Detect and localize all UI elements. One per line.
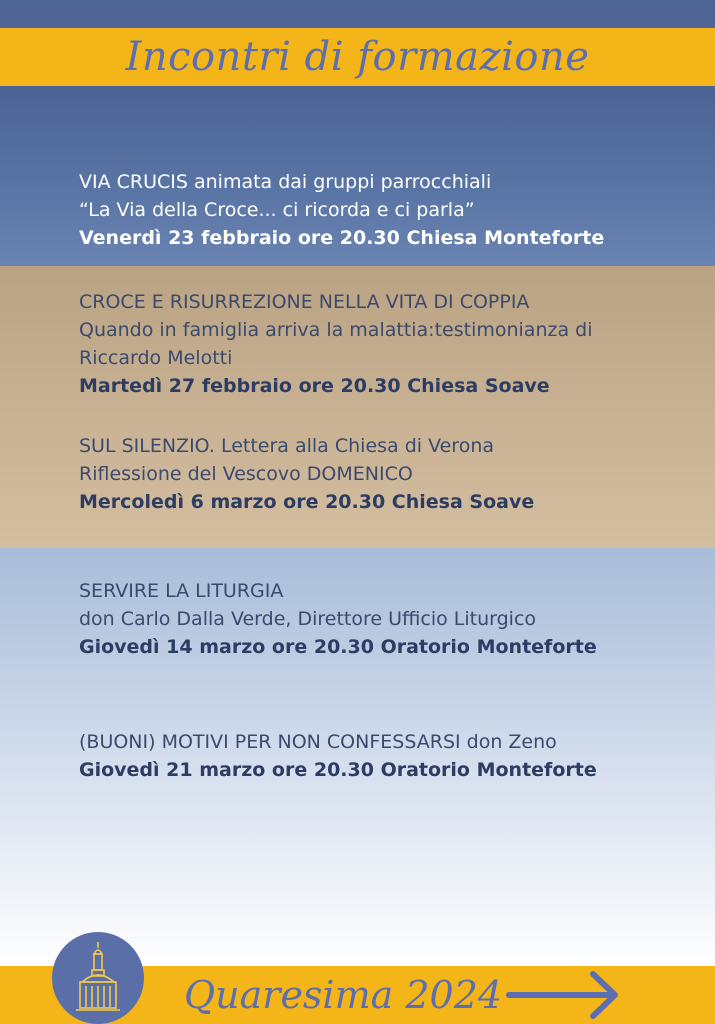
- event-subtitle-cont: Riccardo Melotti: [79, 347, 233, 369]
- church-logo-icon: [52, 932, 144, 1024]
- event-title: (BUONI) MOTIVI PER NON CONFESSARSI don Zeno: [79, 731, 557, 753]
- event-sul-silenzio: [79, 432, 534, 516]
- header-band: [0, 28, 715, 86]
- event-date: Giovedì 14 marzo ore 20.30 Oratorio Monteforte: [79, 636, 597, 658]
- event-date: Mercoledì 6 marzo ore 20.30 Chiesa Soave: [79, 491, 535, 513]
- event-subtitle: don Carlo Dalla Verde, Direttore Ufficio Liturgico: [79, 608, 537, 630]
- event-servire-liturgia: [79, 577, 597, 661]
- event-subtitle: Riflessione del Vescovo DOMENICO: [79, 463, 413, 485]
- event-croce-risurrezione: [79, 288, 592, 400]
- page-title: Incontri di formazione: [125, 34, 590, 80]
- event-date: Martedì 27 febbraio ore 20.30 Chiesa Soave: [79, 375, 550, 397]
- event-date: Venerdì 23 febbraio ore 20.30 Chiesa Monteforte: [79, 227, 605, 249]
- event-via-crucis: [79, 168, 604, 252]
- event-title: SUL SILENZIO. Lettera alla Chiesa di Verona: [79, 435, 495, 457]
- event-subtitle: Quando in famiglia arriva la malattia:testimonianza di: [79, 319, 593, 341]
- event-motivi-confessarsi: [79, 728, 597, 784]
- event-title: SERVIRE LA LITURGIA: [79, 580, 284, 602]
- event-date: Giovedì 21 marzo ore 20.30 Oratorio Monteforte: [79, 759, 597, 781]
- event-subtitle: “La Via della Croce... ci ricorda e ci parla”: [79, 199, 475, 221]
- event-title: VIA CRUCIS animata dai gruppi parrocchiali: [79, 171, 492, 193]
- arrow-right-icon: [505, 966, 625, 1024]
- footer-title: Quaresima 2024: [184, 973, 503, 1017]
- top-strip: [0, 0, 715, 28]
- event-title: CROCE E RISURREZIONE NELLA VITA DI COPPIA: [79, 291, 530, 313]
